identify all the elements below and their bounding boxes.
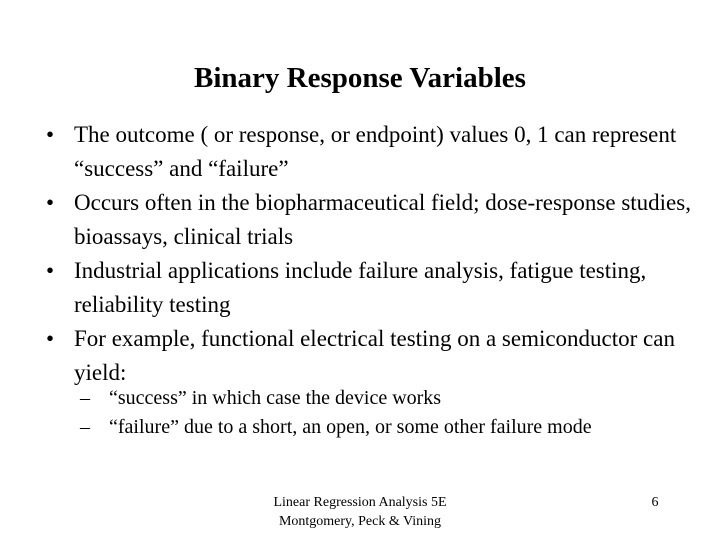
- sub-bullet-marker: –: [80, 416, 90, 438]
- bullet-text: The outcome ( or response, or endpoint) values 0, 1 can represent “success” and “failure”: [74, 122, 677, 181]
- bullet-marker: •: [46, 326, 55, 351]
- bullet-item: [46, 322, 696, 390]
- bullet-text: For example, functional electrical testing on a semiconductor can yield:: [74, 326, 675, 385]
- footer-line-2: Montgomery, Peck & Vining: [278, 514, 442, 529]
- bullet-marker: •: [46, 258, 55, 283]
- sub-bullet-marker: –: [80, 387, 90, 409]
- bullet-marker: •: [46, 122, 55, 147]
- sub-bullet-text: “success” in which case the device works: [109, 387, 442, 409]
- page-number: 6: [651, 495, 659, 510]
- sub-bullet-item: [80, 413, 680, 442]
- slide-title: Binary Response Variables: [194, 62, 526, 94]
- bullet-text: Occurs often in the biopharmaceutical field; dose-response studies, bioassays, clinical trials: [74, 190, 691, 249]
- bullet-item: [46, 254, 696, 322]
- sub-bullet-list: [80, 384, 680, 442]
- bullet-text: Industrial applications include failure analysis, fatigue testing, reliability testing: [74, 258, 647, 317]
- sub-bullet-text: “failure” due to a short, an open, or some other failure mode: [109, 416, 592, 438]
- footer-line-1: Linear Regression Analysis 5E: [273, 495, 447, 510]
- sub-bullet-item: [80, 384, 680, 413]
- bullet-marker: •: [46, 190, 55, 215]
- bullet-item: [46, 118, 696, 186]
- bullet-list: [46, 118, 696, 390]
- footer-citation: [240, 493, 480, 531]
- bullet-item: [46, 186, 696, 254]
